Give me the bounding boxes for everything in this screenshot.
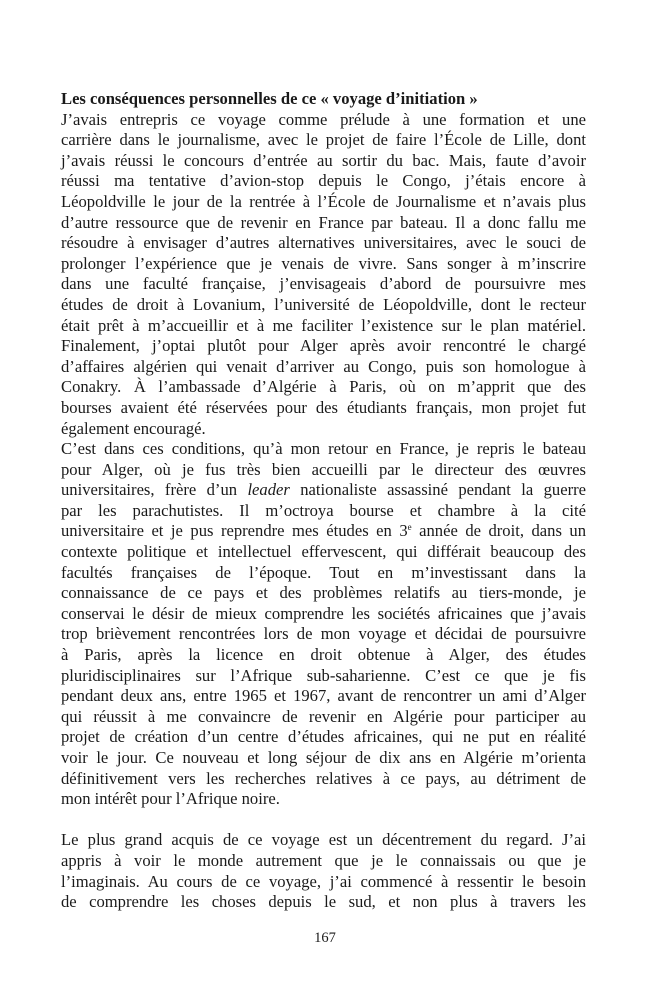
section-heading: Les conséquences personnelles de ce « voyage d’initiation »	[61, 89, 478, 108]
text-line: était prêt à m’accueillir et à me faciliter l’existence sur le plan matériel.	[61, 315, 586, 335]
text-line: pluridisciplinaires sur l’Afrique sub-saharienne. C’est ce que je fis	[61, 665, 586, 685]
text-line: mon intérêt pour l’Afrique noire.	[61, 789, 280, 809]
text-line: dans une faculté française, j’envisageais d’abord de poursuivre mes	[61, 274, 586, 294]
text-line: d’autre ressource que de revenir en France par bateau. Il a donc fallu me	[61, 212, 586, 232]
text-line: de comprendre les choses depuis le sud, et non plus à travers les	[61, 892, 586, 912]
text-line: connaissance de ce pays et des problèmes relatifs au tiers-monde, je	[61, 583, 586, 603]
text-line: conservai le désir de mieux comprendre les sociétés africaines que j’avais	[61, 603, 586, 623]
text-line: résoudre à envisager d’autres alternatives universitaires, avec le souci de	[61, 233, 586, 253]
text-line: également encouragé.	[61, 418, 206, 438]
text-line: C’est dans ces conditions, qu’à mon retour en France, je repris le bateau	[61, 439, 586, 459]
text-line: Conakry. À l’ambassade d’Algérie à Paris, où on m’apprit que des	[61, 377, 586, 397]
paragraph-spacer	[61, 810, 586, 831]
text-line: j’avais réussi le concours d’entrée au sortir du bac. Mais, faute d’avoir	[61, 150, 586, 170]
text-line: bourses avaient été réservées pour des étudiants français, mon projet fut	[61, 397, 586, 417]
text-line: réussi ma tentative d’avion-stop depuis le Congo, j’étais encore à	[61, 171, 586, 191]
text-line: études de droit à Lovanium, l’université de Léopoldville, dont le recteur	[61, 294, 586, 314]
ordinal-superscript: e	[407, 522, 412, 533]
text-line: par les parachutistes. Il m’octroya bourse et chambre à la cité	[61, 500, 586, 520]
text-line: projet de création d’un centre d’études africaines, qui ne put en réalité	[61, 727, 586, 747]
text-line: l’imaginais. Au cours de ce voyage, j’ai commencé à ressentir le besoin	[61, 871, 586, 891]
text-line: appris à voir le monde autrement que je le connaissais ou que je	[61, 850, 586, 870]
text-line: prolonger l’expérience que je venais de vivre. Sans songer à m’inscrire	[61, 253, 586, 273]
italic-word: leader	[247, 480, 290, 500]
paragraph-1	[61, 110, 586, 440]
text-line: voir le jour. Ce nouveau et long séjour de dix ans en Algérie m’orienta	[61, 748, 586, 767]
text-line: définitivement vers les recherches relatives à ce pays, au détriment de	[61, 768, 586, 788]
text-line: pendant deux ans, entre 1965 et 1967, avant de rencontrer un ami d’Alger	[61, 686, 586, 706]
text-line: pour Alger, où je fus très bien accueilli par le directeur des œuvres	[61, 459, 586, 479]
text-line: Léopoldville le jour de la rentrée à l’École de Journalisme et n’avais plus	[61, 191, 586, 211]
text-line: qui réussit à me convaincre de revenir en Algérie pour participer au	[61, 706, 586, 726]
text-line: universitaires, frère d’un leader nationaliste assassiné pendant la guerre	[61, 480, 586, 500]
paragraph-2	[61, 439, 586, 810]
text-line: d’affaires algérien qui venait d’arriver au Congo, puis son homologue à	[61, 356, 586, 376]
text-line: J’avais entrepris ce voyage comme prélude à une formation et une	[61, 109, 586, 129]
document-page	[61, 89, 586, 913]
text-line: trop brièvement rencontrées lors de mon voyage et décidai de poursuivre	[61, 624, 586, 644]
text-line: Finalement, j’optai plutôt pour Alger après avoir rencontré le chargé	[61, 336, 586, 356]
text-line: à Paris, après la licence en droit obtenue à Alger, des études	[61, 645, 586, 665]
page-number: 167	[314, 930, 336, 946]
text-line: contexte politique et intellectuel effervescent, qui différait beaucoup des	[61, 542, 586, 562]
text-line: carrière dans le journalisme, avec le projet de faire l’École de Lille, dont	[61, 130, 586, 150]
paragraph-3	[61, 830, 586, 912]
text-line: universitaire et je pus reprendre mes études en 3e année de droit, dans un	[61, 521, 586, 541]
text-line: facultés françaises de l’époque. Tout en m’investissant dans la	[61, 562, 586, 582]
text-line: Le plus grand acquis de ce voyage est un décentrement du regard. J’ai	[61, 830, 586, 850]
